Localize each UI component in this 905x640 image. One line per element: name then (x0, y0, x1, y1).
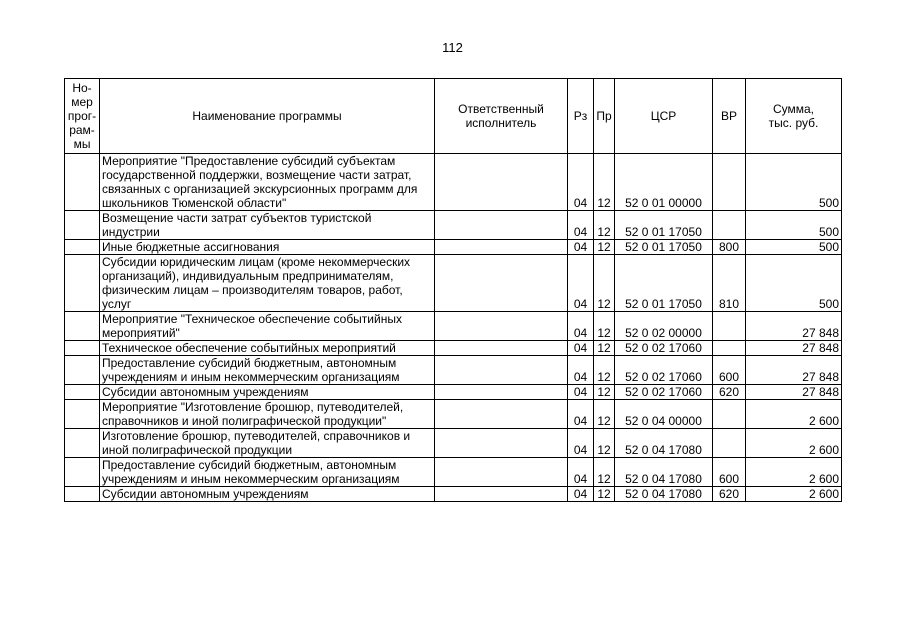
sum-cell: 2 600 (746, 487, 842, 502)
csr-cell: 52 0 02 00000 (615, 312, 713, 341)
rz-cell: 04 (568, 356, 594, 385)
executor-cell (435, 312, 568, 341)
table-row (65, 240, 842, 255)
rz-cell: 04 (568, 341, 594, 356)
program-number-cell (65, 458, 100, 487)
csr-cell: 52 0 01 17050 (615, 211, 713, 240)
table-row (65, 400, 842, 429)
program-name-cell: Субсидии юридическим лицам (кроме некоммерческих организаций), индивидуальным предпринимателям, физическим лицам – производителям товаров, работ, услуг (100, 255, 435, 312)
executor-cell (435, 385, 568, 400)
pr-cell: 12 (594, 240, 615, 255)
program-number-cell (65, 429, 100, 458)
table-row (65, 255, 842, 312)
table-row (65, 487, 842, 502)
sum-cell: 27 848 (746, 312, 842, 341)
sum-cell: 27 848 (746, 356, 842, 385)
vr-cell: 600 (713, 356, 746, 385)
csr-cell: 52 0 01 17050 (615, 255, 713, 312)
executor-cell (435, 154, 568, 211)
vr-cell (713, 341, 746, 356)
table-row (65, 385, 842, 400)
program-number-cell (65, 255, 100, 312)
header-vr: ВР (713, 79, 746, 154)
csr-cell: 52 0 02 17060 (615, 341, 713, 356)
header-executor: Ответственный исполнитель (435, 79, 568, 154)
table-row (65, 154, 842, 211)
csr-cell: 52 0 02 17060 (615, 385, 713, 400)
executor-cell (435, 341, 568, 356)
header-row (65, 79, 842, 154)
program-name-cell: Субсидии автономным учреждениям (100, 487, 435, 502)
csr-cell: 52 0 01 00000 (615, 154, 713, 211)
rz-cell: 04 (568, 255, 594, 312)
pr-cell: 12 (594, 356, 615, 385)
csr-cell: 52 0 01 17050 (615, 240, 713, 255)
pr-cell: 12 (594, 385, 615, 400)
sum-cell: 500 (746, 255, 842, 312)
vr-cell: 600 (713, 458, 746, 487)
table-row (65, 211, 842, 240)
sum-cell: 27 848 (746, 385, 842, 400)
rz-cell: 04 (568, 487, 594, 502)
vr-cell: 620 (713, 385, 746, 400)
program-name-cell: Мероприятие "Изготовление брошюр, путеводителей, справочников и иной полиграфической продукции" (100, 400, 435, 429)
sum-cell: 2 600 (746, 458, 842, 487)
sum-cell: 27 848 (746, 341, 842, 356)
table-row (65, 429, 842, 458)
rz-cell: 04 (568, 240, 594, 255)
page-number: 112 (442, 40, 463, 55)
header-program-number: Но- мер прог- рам- мы (65, 79, 100, 154)
program-number-cell (65, 400, 100, 429)
csr-cell: 52 0 04 17080 (615, 487, 713, 502)
header-pr: Пр (594, 79, 615, 154)
rz-cell: 04 (568, 154, 594, 211)
program-number-cell (65, 154, 100, 211)
vr-cell (713, 400, 746, 429)
program-number-cell (65, 341, 100, 356)
pr-cell: 12 (594, 255, 615, 312)
rz-cell: 04 (568, 400, 594, 429)
program-number-cell (65, 356, 100, 385)
executor-cell (435, 211, 568, 240)
vr-cell (713, 312, 746, 341)
program-name-cell: Мероприятие "Предоставление субсидий субъектам государственной поддержки, возмещение части затрат, связанных с организацией экскурсионных программ для школьников Тюменской области" (100, 154, 435, 211)
sum-cell: 500 (746, 211, 842, 240)
table-row (65, 312, 842, 341)
pr-cell: 12 (594, 211, 615, 240)
pr-cell: 12 (594, 312, 615, 341)
program-number-cell (65, 240, 100, 255)
table-row (65, 356, 842, 385)
sum-cell: 500 (746, 154, 842, 211)
pr-cell: 12 (594, 154, 615, 211)
executor-cell (435, 255, 568, 312)
program-number-cell (65, 487, 100, 502)
header-rz: Рз (568, 79, 594, 154)
program-name-cell: Иные бюджетные ассигнования (100, 240, 435, 255)
program-number-cell (65, 385, 100, 400)
header-program-name: Наименование программы (100, 79, 435, 154)
vr-cell (713, 429, 746, 458)
sum-cell: 500 (746, 240, 842, 255)
program-number-cell (65, 312, 100, 341)
rz-cell: 04 (568, 211, 594, 240)
executor-cell (435, 429, 568, 458)
program-name-cell: Предоставление субсидий бюджетным, автономным учреждениям и иным некоммерческим организациям (100, 356, 435, 385)
table-row (65, 458, 842, 487)
header-sum: Сумма, тыс. руб. (746, 79, 842, 154)
rz-cell: 04 (568, 458, 594, 487)
program-name-cell: Предоставление субсидий бюджетным, автономным учреждениям и иным некоммерческим организациям (100, 458, 435, 487)
rz-cell: 04 (568, 429, 594, 458)
rz-cell: 04 (568, 312, 594, 341)
pr-cell: 12 (594, 341, 615, 356)
vr-cell: 810 (713, 255, 746, 312)
csr-cell: 52 0 04 17080 (615, 429, 713, 458)
program-name-cell: Техническое обеспечение событийных мероприятий (100, 341, 435, 356)
table-row (65, 341, 842, 356)
program-name-cell: Мероприятие "Техническое обеспечение событийных мероприятий" (100, 312, 435, 341)
pr-cell: 12 (594, 458, 615, 487)
csr-cell: 52 0 04 17080 (615, 458, 713, 487)
executor-cell (435, 458, 568, 487)
executor-cell (435, 487, 568, 502)
vr-cell (713, 211, 746, 240)
executor-cell (435, 356, 568, 385)
rz-cell: 04 (568, 385, 594, 400)
vr-cell: 800 (713, 240, 746, 255)
sum-cell: 2 600 (746, 429, 842, 458)
executor-cell (435, 400, 568, 429)
csr-cell: 52 0 04 00000 (615, 400, 713, 429)
header-csr: ЦСР (615, 79, 713, 154)
executor-cell (435, 240, 568, 255)
pr-cell: 12 (594, 429, 615, 458)
program-number-cell (65, 211, 100, 240)
vr-cell: 620 (713, 487, 746, 502)
budget-table (64, 78, 842, 502)
sum-cell: 2 600 (746, 400, 842, 429)
program-name-cell: Возмещение части затрат субъектов туристской индустрии (100, 211, 435, 240)
pr-cell: 12 (594, 487, 615, 502)
csr-cell: 52 0 02 17060 (615, 356, 713, 385)
program-name-cell: Изготовление брошюр, путеводителей, справочников и иной полиграфической продукции (100, 429, 435, 458)
program-name-cell: Субсидии автономным учреждениям (100, 385, 435, 400)
vr-cell (713, 154, 746, 211)
pr-cell: 12 (594, 400, 615, 429)
